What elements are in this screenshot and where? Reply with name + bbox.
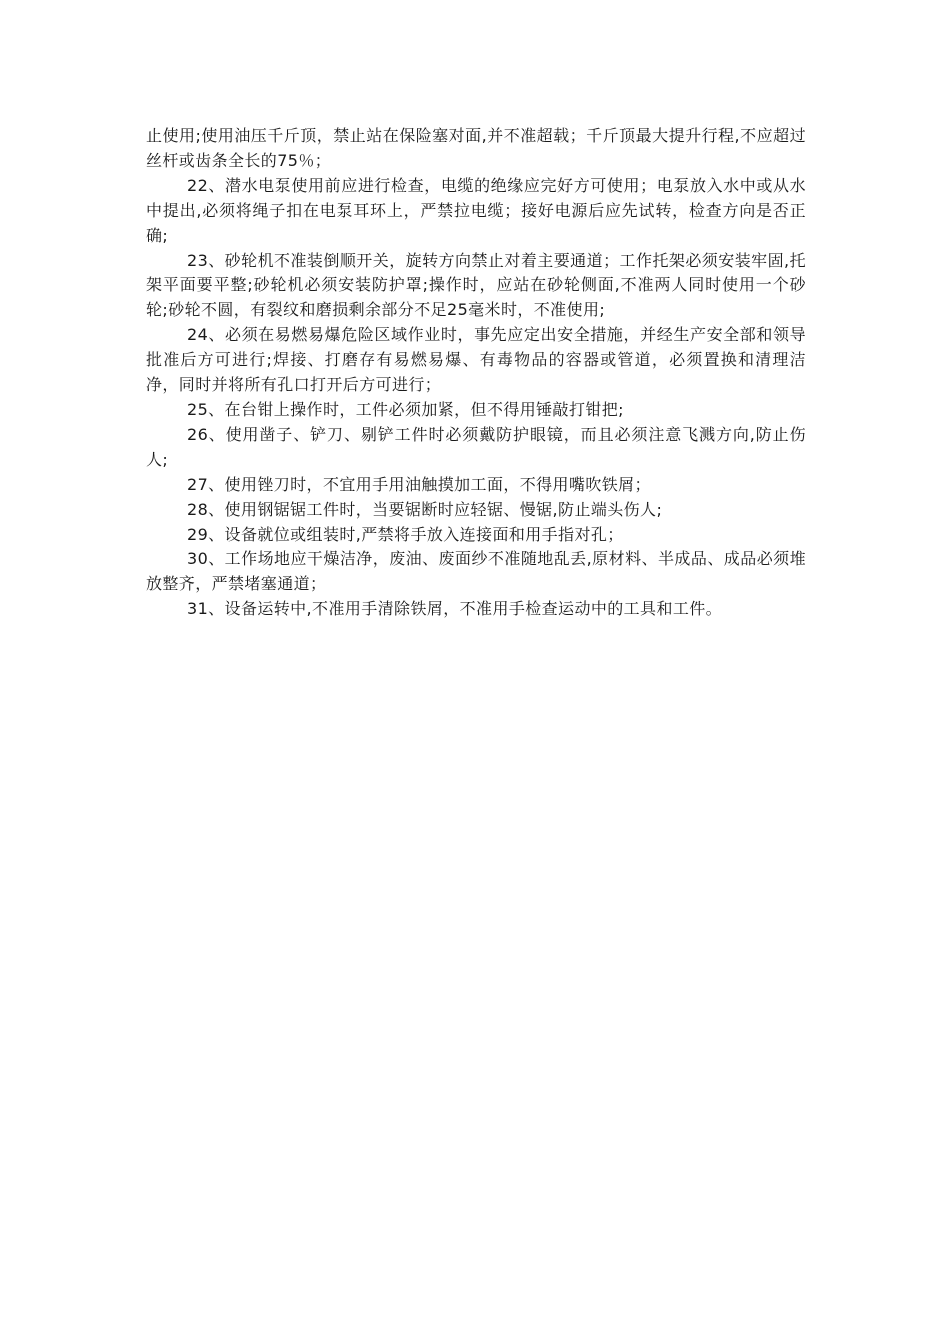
paragraph-rule-27: 27、使用锉刀时，不宜用手用油触摸加工面，不得用嘴吹铁屑； [187, 474, 651, 494]
paragraph-continuation: 止使用;使用油压千斤顶，禁止站在保险塞对面,并不准超载；千斤顶最大提升行程,不应超过丝杆或齿条全长的75％； [146, 126, 806, 170]
paragraph-rule-31: 31、设备运转中,不准用手清除铁屑，不准用手检查运动中的工具和工件。 [187, 599, 723, 619]
paragraph-rule-22: 22、潜水电泵使用前应进行检查，电缆的绝缘应完好方可使用；电泵放入水中或从水中提出,必须将绳子扣在电泵耳环上，严禁拉电缆；接好电源后应先试转，检查方向是否正确; [146, 175, 806, 245]
paragraph-rule-28: 28、使用钢锯锯工件时，当要锯断时应轻锯、慢锯,防止端头伤人; [187, 499, 663, 519]
paragraph-rule-23: 23、砂轮机不准装倒顺开关，旋转方向禁止对着主要通道；工作托架必须安装牢固,托架平面要平整;砂轮机必须安装防护罩;操作时，应站在砂轮侧面,不准两人同时使用一个砂轮;砂轮不圆，有裂纹和磨损剩余部分不足25毫米时，不准使用; [146, 250, 806, 320]
document-body [146, 124, 806, 622]
paragraph-rule-24: 24、必须在易燃易爆危险区域作业时，事先应定出安全措施，并经生产安全部和领导批准后方可进行;焊接、打磨存有易燃易爆、有毒物品的容器或管道，必须置换和清理洁净，同时并将所有孔口打开后方可进行； [146, 325, 806, 395]
paragraph-rule-25: 25、在台钳上操作时，工件必须加紧，但不得用锤敲打钳把; [187, 399, 624, 419]
paragraph-rule-26: 26、使用凿子、铲刀、剔铲工件时必须戴防护眼镜，而且必须注意飞溅方向,防止伤人; [146, 424, 806, 469]
paragraph-rule-29: 29、设备就位或组装时,严禁将手放入连接面和用手指对孔； [187, 524, 624, 544]
paragraph-rule-30: 30、工作场地应干燥洁净，废油、废面纱不准随地乱丢,原材料、半成品、成品必须堆放整齐，严禁堵塞通道； [146, 549, 806, 594]
